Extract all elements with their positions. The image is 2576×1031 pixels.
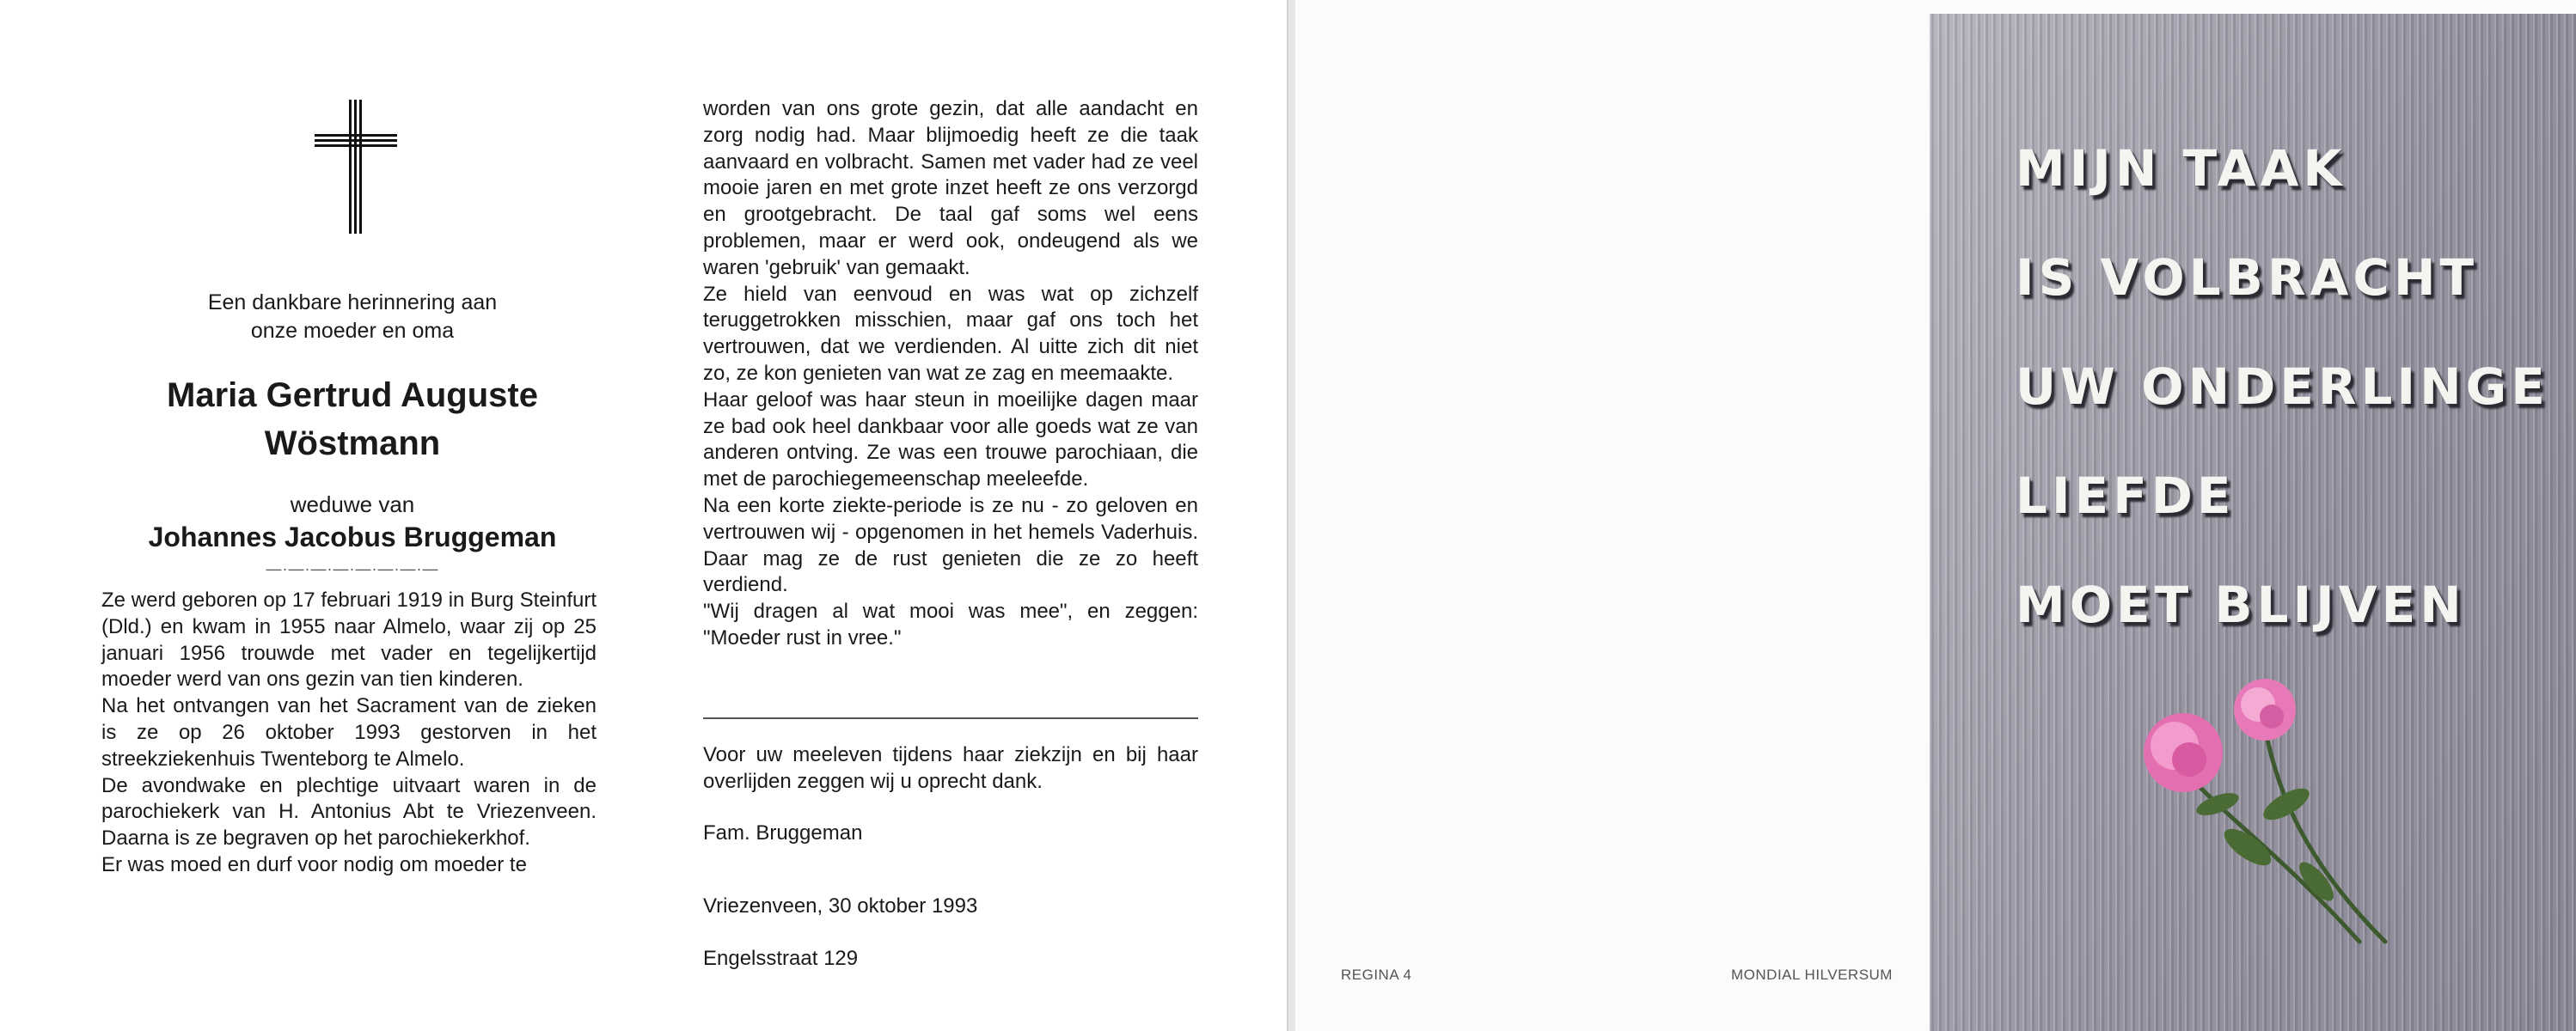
divider-line	[703, 717, 1198, 719]
deceased-name-line2: Wöstmann	[264, 424, 441, 462]
roses-illustration	[2102, 667, 2394, 993]
front-cover-photo	[1930, 14, 2576, 1031]
biography-text-part2: worden van ons grote gezin, dat alle aandacht en zorg nodig had. Maar blijmoedig heeft ze die taak aanvaard en volbracht. Samen met vader had ze veel mooie jaren en met grote inzet heeft ze ons verzorgd en grootgebracht. De taal gaf soms wel eens problemen, maar er werd ook, ondeugend als we waren 'gebruik' van gemaakt. Ze hield van eenvoud en was wat op zichzelf teruggetrokken misschien, maar gaf ons toch het vertrouwen, dat we verdienden. Al uitte zich dit niet zo, ze kon genieten van wat ze zag en meemaakte. Haar geloof was haar steun in moeilijke dagen maar ze bad ook heel dankbaar voor alle goeds wat ze van anderen ontving. Ze was een trouwe parochiaan, die met de parochiegemeenschap meeleefde. Na een korte ziekte-periode is ze nu - zo geloven en vertrouwen wij - opgenomen in het hemels Vaderhuis. Daar mag ze de rust genieten die ze zo heeft verdiend. "Wij dragen al wat mooi was mee", en zeggen: "Moeder rust in vree."	[703, 97, 1198, 650]
inscription-line-4: LIEFDE	[2016, 467, 2236, 525]
intro-text: Een dankbare herinnering aan onze moeder en oma	[207, 290, 498, 343]
husband-name: Johannes Jacobus Bruggeman	[148, 522, 557, 552]
place-date	[703, 867, 1219, 999]
widow-label: weduwe van	[290, 491, 415, 517]
place-date-line: Vriezenveen, 30 oktober 1993	[703, 894, 978, 918]
cross-icon	[315, 100, 397, 234]
inscription-line-2: IS VOLBRACHT	[2016, 248, 2479, 307]
family-signature: Fam. Bruggeman	[703, 821, 863, 845]
imprint-publisher: MONDIAL HILVERSUM	[1731, 967, 1893, 983]
memorial-inscription	[2016, 139, 2549, 688]
inscription-line-3: UW ONDERLINGE	[2016, 357, 2549, 416]
thanks-text: Voor uw meeleven tijdens haar ziekzijn en bij haar overlijden zeggen wij u oprecht dank.	[703, 743, 1198, 793]
inscription-line-1: MIJN TAAK	[2016, 139, 2347, 198]
imprint-code: REGINA 4	[1341, 967, 1412, 983]
biography-text-part1: Ze werd geboren op 17 februari 1919 in Burg Steinfurt (Dld.) en kwam in 1955 naar Almelo, waar zij op 25 januari 1956 trouwde met vader en tegelijkertijd moeder werd van ons gezin van tien kinderen. Na het ontvangen van het Sacrament van de zieken is ze op 26 oktober 1993 gestorven in het streekziekenhuis Twenteborg te Almelo. De avondwake en plechtige uitvaart waren in de parochiekerk van H. Antonius Abt te Vriezenveen. Daarna is ze begraven op het parochiekerkhof. Er was moed en durf voor nodig om moeder te	[101, 589, 597, 876]
deceased-name	[86, 371, 619, 467]
deceased-name-line1: Maria Gertrud Auguste	[167, 376, 538, 414]
ornament-divider: —·—·—·—·—·—·—·—	[266, 560, 439, 577]
inscription-line-5: MOET BLIJVEN	[2016, 576, 2466, 634]
address-line: Engelsstraat 129	[703, 947, 859, 971]
